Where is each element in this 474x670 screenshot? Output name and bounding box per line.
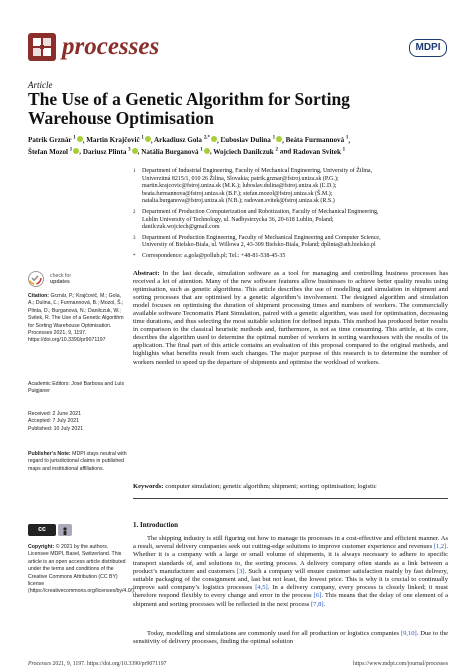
author-affiliation-marker: 1 (69, 147, 73, 153)
author-separator: , (216, 136, 221, 145)
article-title: The Use of a Genetic Algorithm for Sorting Warehouse Optimisation (28, 89, 350, 128)
affiliation-line: natalia.burganova@fstroj.uniza.sk (N.B.); radovan.svitek@fstroj.uniza.sk (R.S.) (142, 198, 335, 205)
check-line-1: check for (50, 273, 72, 280)
author-name[interactable]: Patrik Grznár $^1$ (28, 136, 83, 144)
author-separator: , (137, 147, 142, 156)
ref-link[interactable]: [3] (236, 567, 245, 575)
ref-link[interactable]: [9,10] (400, 630, 417, 637)
affiliation-line: Correspondence: a.gola@pollub.pl; Tel.: +48-81-538-45-35 (142, 252, 286, 259)
author-separator: , (209, 147, 214, 156)
intro-paragraph-2 (133, 630, 448, 646)
affiliation-item (133, 168, 448, 206)
article-type: Article (28, 80, 53, 90)
affiliation-line: Department of Production Engineering, Faculty of Mechanical Engineering and Computer Science, (142, 234, 381, 241)
affiliation-line: Department of Industrial Engineering, Faculty of Mechanical Engineering, University of Žilina, (142, 168, 373, 174)
affiliation-number: 1 (133, 169, 136, 174)
affiliation-line: Lublin University of Technology, ul. Nadbystrzycka 36, 20-618 Lublin, Poland; (142, 216, 334, 223)
author-name[interactable]: Arkadiusz Gola $^{2,*}$ (154, 136, 217, 144)
abstract (133, 270, 448, 367)
author-name[interactable]: Štefan Mozol $^1$ (28, 148, 79, 156)
author-affiliation-marker: 1 (141, 136, 144, 141)
section-divider (133, 498, 448, 499)
author-affiliation-marker: 3 (128, 147, 131, 153)
p1-text-e: . This means that the delay of one element of a shipment and sorting processes will be reflected in the next process (133, 592, 448, 608)
p2-text-b: . Due to the sensitivity of delivery processes, finding the optimal solution (133, 630, 449, 646)
citation-text[interactable]: Grznár, P.; Krajčovič, M.; Gola, A.; Dulina, Ľ.; Furmannová, B.; Mozol, Š.; Plinta, D.; Burganová, N.; Danilczuk, W.; Svitek, R. The Use of a Genetic Algorithm for Sorting Warehouse Optimisation. Processes 2021, 9, 1197. https://doi.org/10.3390/pr9071197 (28, 293, 124, 344)
affiliation-item (133, 235, 448, 250)
publisher-note (28, 451, 128, 473)
author-line-1 (28, 134, 448, 145)
affiliation-line: University of Bielsko-Biala, ul. Willowa 2, 43-309 Bielsko-Biala, Poland; dplinta@ath.bielsko.pl (142, 242, 376, 249)
author-separator: , (150, 136, 155, 145)
affiliations (133, 168, 448, 261)
author-name[interactable]: Natália Burganová $^1$ (141, 148, 210, 156)
published-date: Published: 10 July 2021 (28, 425, 84, 432)
affiliation-line: beata.furmannova@fstroj.uniza.sk (B.F.); stefan.mozol@fstroj.uniza.sk (Š.M.); (142, 190, 333, 197)
footer-journal: Processes (28, 661, 51, 667)
keywords-text: computer simulation; genetic algorithm; shipment; sorting; optimisation; logistic (165, 483, 377, 490)
affiliation-line: martin.krajcovic@fstroj.uniza.sk (M.K.); luboslav.dulina@fstroj.uniza.sk (Ľ.D.); (142, 183, 337, 190)
dates-block (28, 411, 128, 433)
author-name[interactable]: Dariusz Plinta $^3$ (83, 148, 138, 156)
author-affiliation-marker: 1 (342, 147, 346, 153)
check-for-updates[interactable] (28, 270, 86, 288)
editors-label: Academic Editors: (28, 381, 70, 387)
section-heading: 1. Introduction (133, 521, 178, 529)
author-separator: , (82, 136, 87, 145)
received-date: Received: 2 June 2021 (28, 411, 82, 417)
author-list (28, 134, 448, 157)
affiliation-item (133, 209, 448, 232)
copyright-block (28, 544, 136, 596)
author-affiliation-marker: 2,* (203, 136, 210, 141)
cc-license-icon[interactable]: cc (28, 524, 56, 536)
ref-link[interactable]: [4,5] (255, 584, 268, 592)
check-for-updates-text (50, 273, 71, 285)
processes-logo-icon (28, 33, 56, 61)
affiliation-number: * (133, 253, 136, 259)
ref-link[interactable]: [1,2] (433, 543, 447, 551)
affiliation-line: danilczuk.wojciech@gmail.com (142, 224, 220, 231)
accepted-date: Accepted: 7 July 2021 (28, 418, 80, 425)
author-separator: , (79, 147, 83, 156)
intro-paragraph-1 (133, 535, 448, 609)
p1-text-d: . In a delivery company, every process is closely linked; it must therefore respond flexibly to every change and error in the process (133, 584, 449, 600)
author-affiliation-marker: 1 (73, 136, 76, 141)
author-name[interactable]: Radovan Svitek $^1$ (293, 147, 346, 156)
copyright-text: © 2021 by the authors. Licensee MDPI, Basel, Switzerland. This article is an open access article distributed under the terms and conditions of the Creative Commons Attribution (CC BY) license (https://creativecommons.org/licenses/by/4.0/). (28, 544, 136, 595)
affiliation-item (133, 253, 448, 261)
author-separator: and (278, 147, 293, 156)
copyright-label: Copyright: (28, 544, 55, 550)
mdpi-logo[interactable]: MDPI (409, 39, 447, 57)
abstract-label: Abstract: (133, 270, 160, 277)
author-affiliation-marker: 1 (345, 136, 349, 141)
ref-link[interactable]: [7,8] (311, 600, 324, 608)
page-footer (28, 661, 448, 667)
affiliation-number: 2 (133, 209, 136, 215)
ref-link[interactable]: [6] (313, 592, 322, 600)
author-name[interactable]: Martin Krajčovič $^1$ (86, 136, 151, 144)
journal-name[interactable]: processes (62, 33, 160, 60)
footer-citation[interactable]: 2021, 9, 1197. https://doi.org/10.3390/pr9071197 (50, 661, 167, 667)
author-affiliation-marker: 1 (272, 136, 276, 141)
author-name[interactable]: Ľuboslav Dulina $^1$ (221, 136, 283, 144)
author-affiliation-marker: 2 (275, 147, 279, 153)
author-separator: , (282, 136, 286, 145)
p1-text-f: . (323, 600, 326, 608)
citation-block (28, 293, 128, 345)
journal-logo (28, 33, 56, 61)
p1-text-b: . Whether it is a company with a large or small volume of shipments, it is always necessary to adhere to specific transport standards of, and solutions to, the sorting process. A delivery company often stands as a link between a product’s manufacturer and customers (133, 543, 448, 575)
abstract-text: In the last decade, simulation software as a tool for managing and controlling business processes has received a lot of attention. Many of the new software features allow businesses to achieve better quality results using optimisation, such as genetic algorithms. This article describes the use of modelling and simulation in shipment and sorting processes that are optimised by a genetic algorithm’s involvement. The designed algorithm and simulation model focuses on optimising the duration of shipment processing times and numbers of workers. The commercially available software Tecnomatix Plant Simulation, paired with a genetic algorithm, was used for optimisation, decreasing time durations, and thus selecting the most suitable solution for defined inputs. This method has produced better results in comparison to the classical heuristic methods and, furthermore, is not as time consuming. This article, at its core, describes the algorithm used to determine the optimal number of workers in sorting warehouses with the results of its application. The final part of this article contains an evaluation of this proposal compared to the original methods, and highlights what benefits result from such changes. The major purpose of this research is to determine the number of workers needed to speed up the departure of shipments and optimise the workload of workers. (133, 270, 448, 366)
author-affiliation-marker: 1 (200, 147, 203, 153)
author-line-2 (28, 145, 448, 156)
author-name[interactable]: Beáta Furmannová $^1$ (285, 136, 349, 145)
cc-by-icon[interactable] (58, 524, 72, 536)
p1-text-c: . Such a company will ensure customer satisfaction mainly by fast delivery, suitable packaging of the consignment and, last but not least, the lowest price. This is why it is crucial to continually improve said company’s logistics processes (133, 567, 448, 592)
p1-text-a: The shipping industry is still figuring out how to manage its processes in a cost-effective and efficient manner. As a result, several delivery companies seek out cutting-edge solutions to improve customer experience and revenues (133, 535, 448, 551)
author-separator: , (348, 136, 351, 145)
check-for-updates-icon (28, 271, 44, 287)
publisher-note-label: Publisher’s Note: (28, 451, 71, 457)
publisher-note-text: MDPI stays neutral with regard to jurisdictional claims in published maps and institutional affiliations. (28, 451, 127, 472)
editors-text: José Barbosa and Luis Puigjaner (28, 381, 125, 395)
p2-text-a: Today, modelling and simulations are commonly used for all production or logistics companies (147, 630, 401, 637)
citation-label: Citation: (28, 293, 50, 299)
keywords-label: Keywords: (133, 483, 164, 490)
affiliation-line: Department of Production Computerization and Robotization, Faculty of Mechanical Engineering, (142, 208, 379, 215)
academic-editors (28, 381, 128, 396)
affiliation-number: 3 (133, 235, 136, 241)
check-line-2: updates (50, 279, 70, 286)
footer-url[interactable]: https://www.mdpi.com/journal/processes (353, 661, 448, 667)
affiliation-line: Univerzitná 8215/1, 010 26 Žilina, Slovakia; patrik.grznar@fstroj.uniza.sk (P.G.); (142, 175, 339, 182)
author-name[interactable]: Wojciech Danilczuk $^2$ (213, 147, 279, 156)
keywords (133, 483, 448, 491)
